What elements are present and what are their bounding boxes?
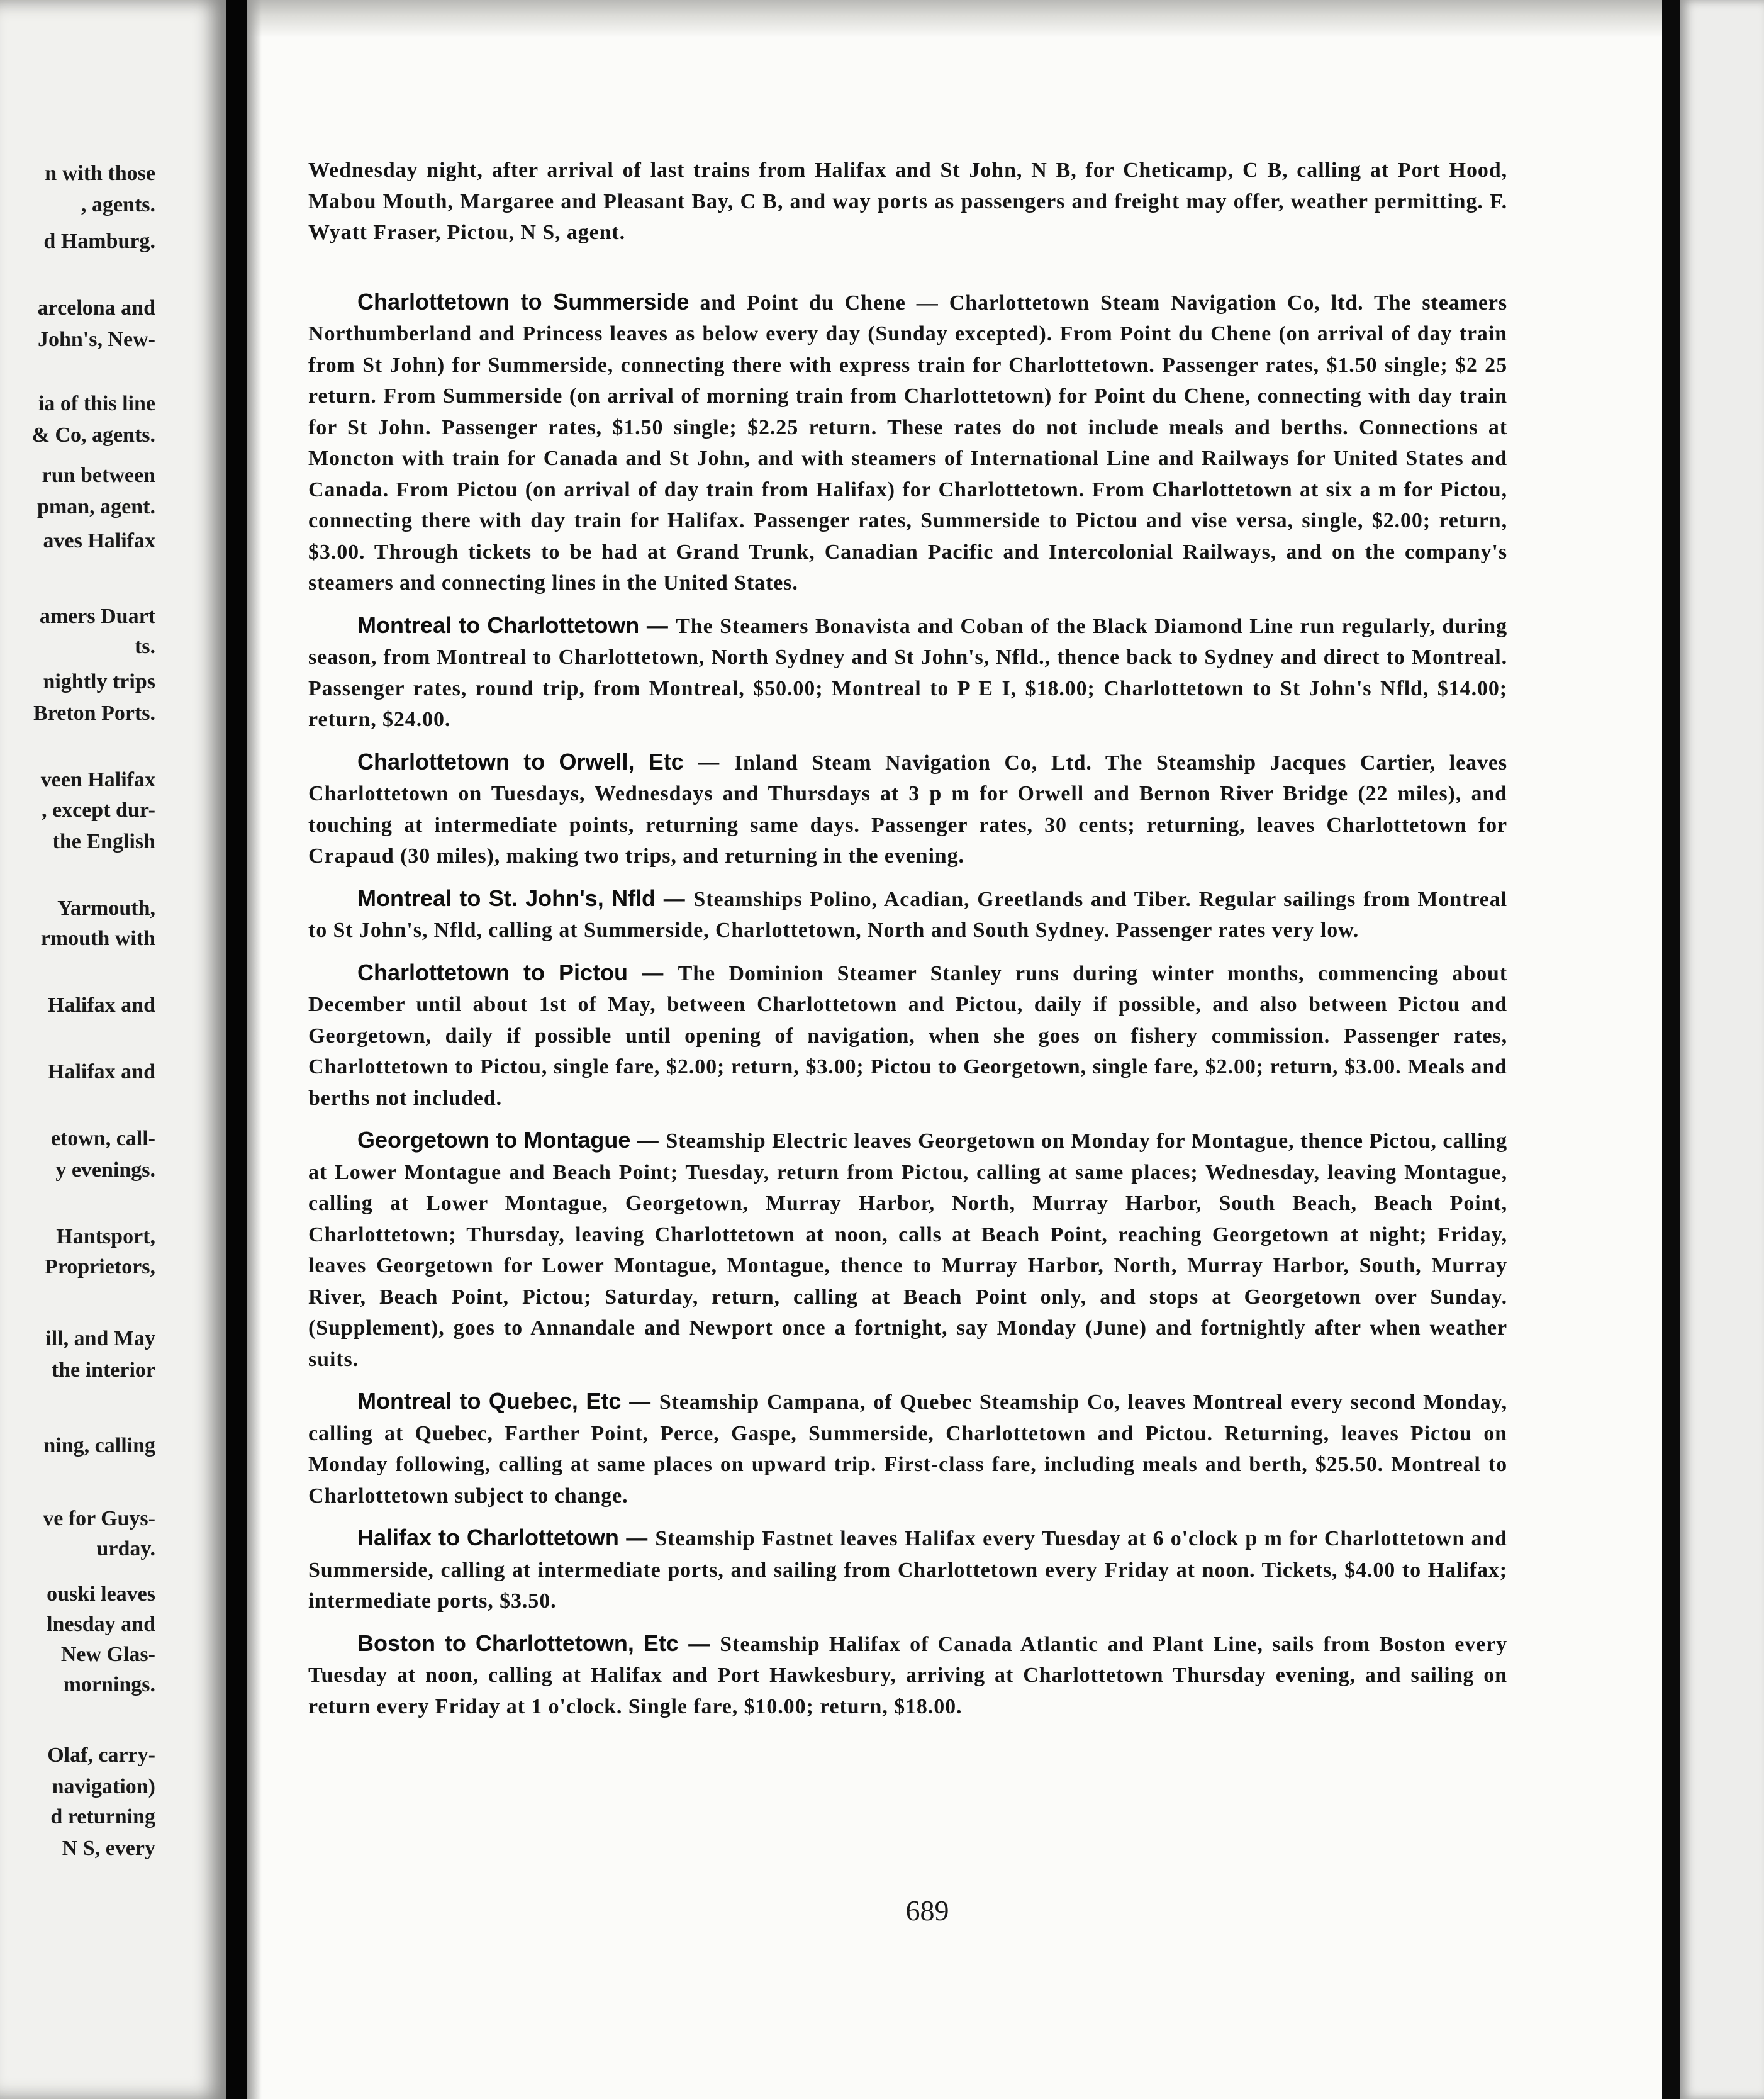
em-dash: — <box>621 1390 659 1414</box>
left-fragment-line: John's, New- <box>37 328 155 351</box>
page-number: 689 <box>905 1895 949 1927</box>
left-fragment-line: ill, and May <box>45 1327 155 1350</box>
left-fragment-line: d Hamburg. <box>43 230 155 253</box>
entry-text: The Steamers Bonavista and Coban of the Black Diamond Line run regularly, during season, from Montreal to Charlottetown, North Sydney and St John's, Nfld., thence back to Sydney and direct to Montreal. Passenger rates, round trip, from Montreal, $50.00; Montreal to P E I, $18.00; Charlottetown to St John's Nfld, $14.00; return, $24.00. <box>308 614 1507 731</box>
left-fragment-line: Olaf, carry- <box>47 1744 155 1767</box>
left-fragment-line: etown, call- <box>50 1127 155 1150</box>
scan-left-shadow <box>247 0 262 2099</box>
scan-top-shadow <box>247 0 1662 38</box>
scan-right-border <box>1662 0 1680 2099</box>
entry-title: Charlottetown to Summerside <box>357 288 689 315</box>
left-fragment-line: amers Duart <box>39 605 155 628</box>
left-fragment-line: veen Halifax <box>40 768 155 792</box>
entry-text: Steamship Halifax of Canada Atlantic and Plant Line, sails from Boston every Tuesday at noon, calling at Halifax and Port Hawkesbury, arriving at Charlottetown Thursday evening, and sailing on return every Friday at 1 o'clock. Single fare, $10.00; return, $18.00. <box>308 1632 1508 1718</box>
entry-title: Montreal to Charlottetown <box>357 612 640 638</box>
entry-text: Steamship Electric leaves Georgetown on Monday for Montague, thence Pictou, calling at Lower Montague and Beach Point; Tuesday, return from Pictou, calling at same places; Wednesday, leaving Montague, calling at Lower Montague, Georgetown, Murray Harbor, North, Murray Harbor, South Beach, Beach Point, Charlottetown; Thursday, leaving Charlottetown at noon, calls at Beach Point, reaching Georgetown at night; Friday, leaves Georgetown for Lower Montague, Montague, thence to Murray Harbor, North, Murray Harbor, South, Murray River, Beach Point, Pictou; Saturday, return, calling at Beach Point only, and stops at Georgetown over Sunday. (Supplement), goes to Annandale and Newport once a fortnight, say Monday (June) and fortnightly after when weather suits. <box>308 1129 1507 1371</box>
entry-title: Charlottetown to Pictou <box>357 959 628 985</box>
entry-text: Steamship Fastnet leaves Halifax every Tuesday at 6 o'clock p m for Charlottetown and Summerside, calling at intermediate ports, and sailing from Charlottetown every Friday at noon. Tickets, $4.00 to Halifax; intermediate ports, $3.50. <box>308 1527 1507 1613</box>
entry-text: and Point du Chene — Charlottetown Steam Navigation Co, ltd. The steamers Northumberland and Princess leaves as below every day (Sunday excepted). From Point du Chene (on arrival of day train from St John) for Summerside, connecting there with express train for Charlottetown. Passenger rates, $1.50 single; $2 25 return. From Summerside (on arrival of morning train from Charlottetown) for Point du Chene, connecting with day train for St John. Passenger rates, $1.50 single; $2.25 return. These rates do not include meals and berths. Connections at Moncton with train for Canada and St John, and with steamers of International Line and Railways for United States and Canada. From Pictou (on arrival of day train from Halifax) for Charlottetown. From Charlottetown at six a m for Pictou, connecting there with day train for Halifax. Passenger rates, Summerside to Pictou and vise versa, single, $2.00; return, $3.00. Through tickets to be had at Grand Trunk, Canadian Pacific and Intercolonial Railways, and on the company's steamers and connecting lines in the United States. <box>308 291 1507 595</box>
entry-paragraph <box>308 286 1507 599</box>
left-fragment-line: pman, agent. <box>37 495 155 518</box>
entry-title: Charlottetown to Orwell, Etc <box>357 748 684 775</box>
page-content <box>308 155 1507 1733</box>
left-page-scan-fragment <box>0 0 226 2099</box>
left-fragment-line: the interior <box>51 1358 155 1382</box>
left-fragment-line: ia of this line <box>38 392 155 415</box>
left-fragment-line: Yarmouth, <box>57 897 155 920</box>
entry-paragraph <box>308 610 1507 736</box>
left-fragment-line: N S, every <box>62 1837 155 1860</box>
entry-text: Inland Steam Navigation Co, Ltd. The Steamship Jacques Cartier, leaves Charlottetown on Tuesdays, Wednesdays and Thursdays at 3 p m for Orwell and Bernon River Bridge (22 miles), and touching at intermediate points, returning same days. Passenger rates, 30 cents; returning, leaves Charlottetown for Crapaud (30 miles), making two trips, and returning in the evening. <box>308 751 1508 868</box>
left-fragment-line: n with those <box>45 162 155 185</box>
book-gutter <box>226 0 247 2099</box>
left-fragment-line: ouski leaves <box>47 1582 155 1606</box>
em-dash: — <box>630 1129 666 1153</box>
left-fragment-line: nightly trips <box>43 670 155 693</box>
entry-paragraph <box>308 1124 1507 1375</box>
left-fragment-line: run between <box>42 464 155 487</box>
left-fragment-line: ve for Guys- <box>43 1507 155 1530</box>
left-fragment-line: mornings. <box>63 1673 155 1696</box>
entry-text: Steamships Polino, Acadian, Greetlands and Tiber. Regular sailings from Montreal to St John's, Nfld, calling at Summerside, Charlottetown, North and South Sydney. Passenger rates very low. <box>308 887 1507 942</box>
left-fragment-line: ning, calling <box>43 1434 155 1457</box>
em-dash: — <box>618 1526 656 1550</box>
entry-paragraph <box>308 1628 1507 1723</box>
em-dash: — <box>656 887 694 911</box>
entry-text: The Dominion Steamer Stanley runs during winter months, commencing about December until about 1st of May, between Charlottetown and Pictou, daily if possible, and also between Pictou and Georgetown, daily if possible until opening of navigation, when she goes on fishery commission. Passenger rates, Charlottetown to Pictou, single fare, $2.00; return, $3.00; Pictou to Georgetown, single fare, $2.00; return, $3.00. Meals and berths not included. <box>308 961 1508 1110</box>
entry-paragraph <box>308 746 1507 872</box>
em-dash: — <box>639 613 676 638</box>
entry-title: Halifax to Charlottetown <box>357 1525 619 1550</box>
left-fragment-line: & Co, agents. <box>31 423 155 447</box>
left-fragment-line: aves Halifax <box>43 529 155 552</box>
entry-paragraph <box>308 1385 1507 1511</box>
left-fragment-line: y evenings. <box>55 1158 155 1182</box>
left-fragment-line: the English <box>52 830 155 853</box>
left-fragment-line: Breton Ports. <box>33 702 155 725</box>
em-dash: — <box>628 961 678 985</box>
left-fragment-line: arcelona and <box>37 296 155 320</box>
left-fragment-line: lnesday and <box>47 1613 155 1636</box>
entry-paragraph <box>308 1522 1507 1617</box>
entry-paragraph <box>308 883 1507 946</box>
entry-paragraph <box>308 957 1507 1114</box>
left-fragment-line: urday. <box>96 1537 155 1560</box>
entry-title: Montreal to Quebec, Etc <box>357 1388 622 1414</box>
scan-right-margin <box>1680 0 1764 2099</box>
left-fragment-line: , except dur- <box>42 798 155 822</box>
em-dash: — <box>683 750 734 775</box>
main-page <box>247 0 1662 2099</box>
left-fragment-line: Proprietors, <box>45 1255 155 1279</box>
left-fragment-line: Halifax and <box>48 1060 155 1083</box>
entry-text: Steamship Campana, of Quebec Steamship Co, leaves Montreal every second Monday, calling at Quebec, Farther Point, Perce, Gaspe, Summerside, Charlottetown and Pictou. Returning, leaves Pictou on Monday following, calling at same places on upward trip. First-class fare, including meals and berth, $25.50. Montreal to Charlottetown subject to change. <box>308 1391 1507 1508</box>
left-fragment-line: navigation) <box>52 1775 155 1798</box>
left-fragment-line: , agents. <box>81 193 155 216</box>
left-fragment-line: d returning <box>50 1805 155 1828</box>
left-fragment-line: rmouth with <box>40 927 155 950</box>
entry-title: Boston to Charlottetown, Etc <box>357 1630 679 1656</box>
left-fragment-line: Hantsport, <box>56 1225 155 1248</box>
entry-title: Georgetown to Montague <box>357 1127 631 1153</box>
em-dash: — <box>678 1632 720 1656</box>
left-fragment-line: New Glas- <box>60 1643 155 1666</box>
entry-title: Montreal to St. John's, Nfld <box>357 885 656 911</box>
left-fragment-line: ts. <box>134 635 155 658</box>
left-fragment-line: Halifax and <box>48 994 155 1017</box>
intro-paragraph: Wednesday night, after arrival of last trains from Halifax and St John, N B, for Cheticamp, C B, calling at Port Hood, Mabou Mouth, Margaree and Pleasant Bay, C B, and way ports as passengers and freight may offer, weather permitting. F. Wyatt Fraser, Pictou, N S, agent. <box>308 159 1507 244</box>
